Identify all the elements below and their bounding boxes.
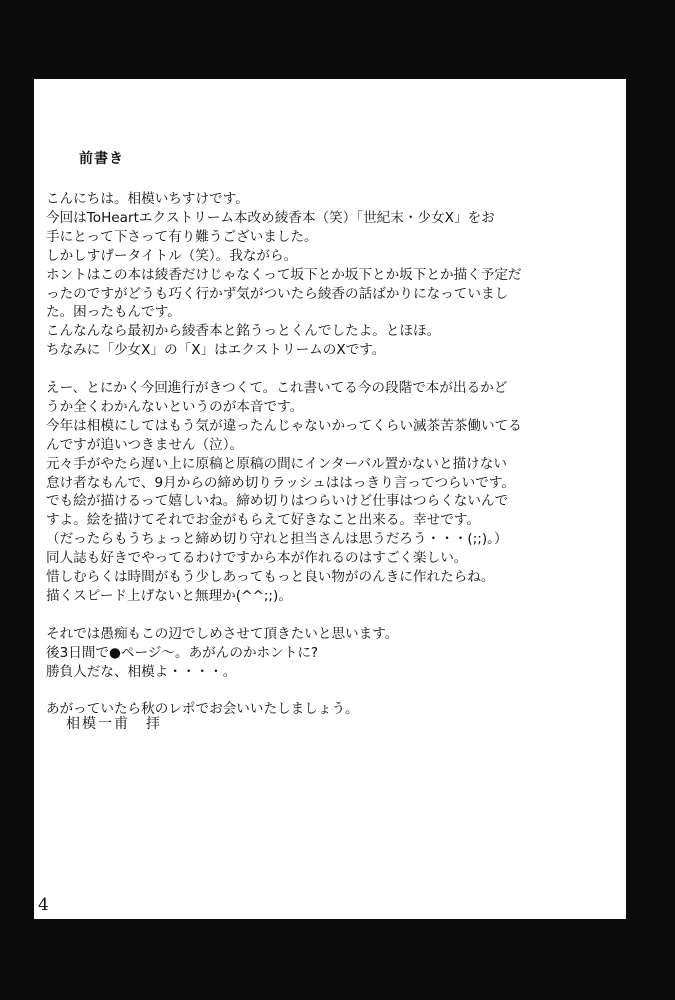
text-line: 怠け者なもんで、9月からの締め切りラッシュははっきり言ってつらいです。 bbox=[46, 474, 515, 491]
text-line: しかしすげータイトル（笑）。我ながら。 bbox=[46, 247, 298, 264]
page-number: 4 bbox=[38, 895, 49, 915]
text-line: あがっていたら秋のレポでお会いいたしましょう。 bbox=[46, 701, 359, 718]
text-line: 惜しむらくは時間がもう少しあってもっと良い物がのんきに作れたらね。 bbox=[46, 569, 495, 586]
text-line: た。困ったもんです。 bbox=[46, 304, 181, 321]
paragraph-progress bbox=[46, 379, 621, 606]
text-line: でも絵が描けるって嬉しいね。締め切りはつらいけど仕事はつらくないんで bbox=[46, 493, 509, 510]
paragraph-greeting bbox=[46, 190, 621, 360]
text-line: えー、とにかく今回進行がきつくて。これ書いてる今の段階で本が出るかど bbox=[46, 380, 508, 397]
text-line: ホントはこの本は綾香だけじゃなくって坂下とか坂下とか坂下とか描く予定だ bbox=[46, 266, 522, 283]
text-line: 後3日間で●ページ～。あがんのかホントに? bbox=[46, 644, 319, 661]
text-line: （だったらもうちょっと締め切り守れと担当さんは思うだろう・・・(;;)。） bbox=[46, 531, 508, 548]
text-line: んですが追いつきません（泣）。 bbox=[46, 436, 244, 453]
signature: 相模一甫 拝 bbox=[66, 716, 162, 732]
document-page bbox=[34, 79, 626, 919]
text-line: ちなみに「少女X」の「X」はエクストリームのXです。 bbox=[46, 342, 386, 359]
text-line: 勝負人だな、相模よ・・・・。 bbox=[46, 663, 237, 680]
text-line: ったのですがどうも巧く行かず気がついたら綾香の話ばかりになっていまし bbox=[46, 285, 509, 302]
text-line: すよ。絵を描けてそれでお金がもらえて好きなこと出来る。幸せです。 bbox=[46, 512, 480, 529]
text-line: 今年は相模にしてはもう気が違ったんじゃないかってくらい滅茶苦茶働いてる bbox=[46, 417, 522, 434]
text-line: こんにちは。相模いちすけです。 bbox=[46, 191, 249, 207]
text-line: こんなんなら最初から綾香本と銘うっとくんでしたよ。とほほ。 bbox=[46, 323, 441, 340]
paragraph-closing bbox=[46, 625, 621, 682]
text-line: 同人誌も好きでやってるわけですから本が作れるのはすごく楽しい。 bbox=[46, 550, 468, 567]
body-text bbox=[46, 190, 621, 738]
page-heading: 前書き bbox=[79, 151, 124, 167]
text-line: それでは愚痴もこの辺でしめさせて頂きたいと思います。 bbox=[46, 625, 399, 642]
text-line: 今回はToHeartエクストリーム本改め綾香本（笑）「世紀末・少女X」をお bbox=[46, 209, 495, 226]
text-line: 描くスピード上げないと無理か(^^;;)。 bbox=[46, 588, 292, 605]
text-line: うか全くわかんないというのが本音です。 bbox=[46, 398, 304, 415]
text-line: 元々手がやたら遅い上に原稿と原稿の間にインターバル置かないと描けない bbox=[46, 455, 507, 472]
text-line: 手にとって下さって有り難うございました。 bbox=[46, 228, 318, 245]
